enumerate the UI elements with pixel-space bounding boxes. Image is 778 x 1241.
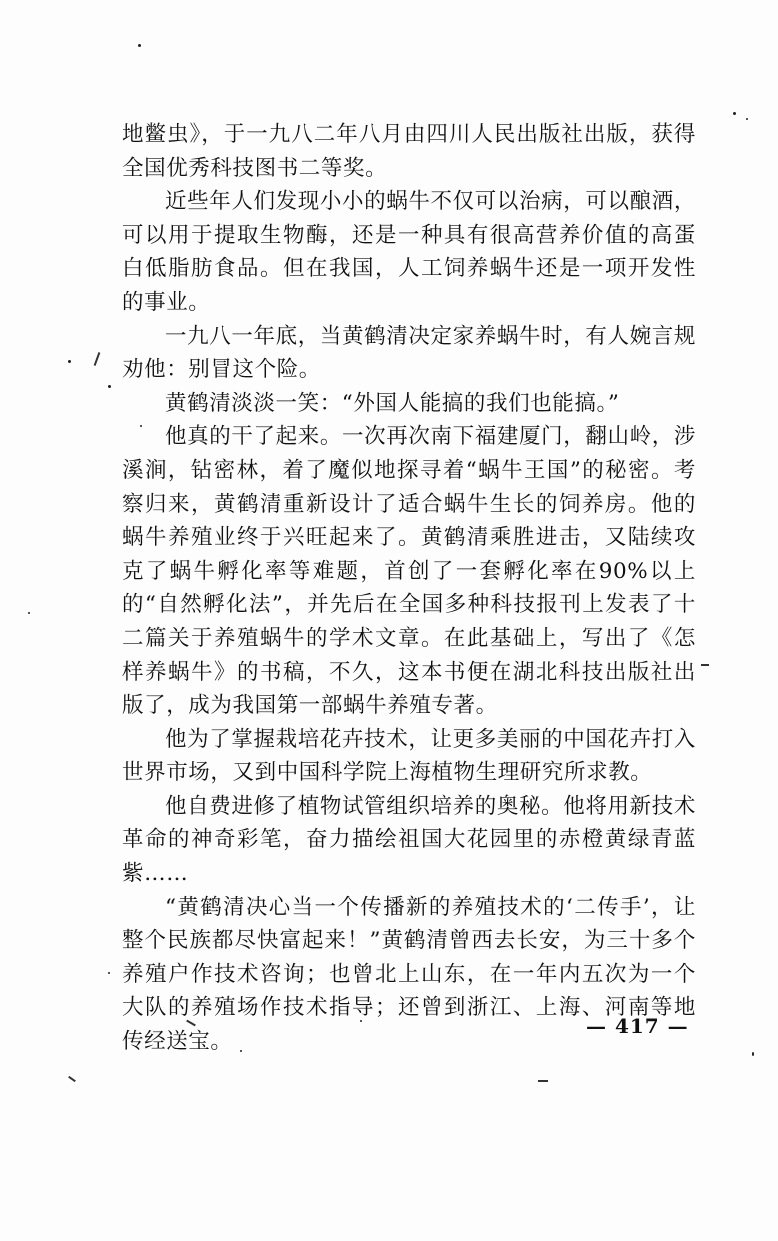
scan-mark: [94, 352, 101, 366]
paragraph-6: 他为了掌握栽培花卉技术，让更多美丽的中国花卉打入世界市场，又到中国科学院上海植物生理研究所求教。: [122, 726, 696, 786]
scan-speck: [68, 360, 71, 363]
scan-speck: [746, 118, 748, 120]
page-number: — 417 —: [586, 1014, 689, 1038]
scan-mark: [538, 1080, 548, 1082]
scan-speck: [28, 612, 30, 614]
paragraph-4: 黄鹤清淡淡一笑：“外国人能搞的我们也能搞。”: [165, 390, 620, 416]
scan-speck: [733, 112, 736, 115]
paragraph-5: 他真的干了起来。一次再次南下福建厦门，翻山岭，涉溪涧，钻密林，着了魔似地探寻着“蜗牛王国”的秘密。考察归来，黄鹤清重新设计了适合蜗牛生长的饲养房。他的蜗牛养殖业终于兴旺起来了。黄鹤清乘胜进击，又陆续攻克了蜗牛孵化率等难题，首创了一套孵化率在90%以上的“自然孵化法”，并先后在全国多种科技报刊上发表了十二篇关于养殖蜗牛的学术文章。在此基础上，写出了《怎样养蜗牛》的书稿，不久，这本书便在湖北科技出版社出版了，成为我国第一部蜗牛养殖专著。: [122, 424, 696, 719]
scan-speck: [138, 44, 141, 47]
scan-speck: [140, 425, 142, 427]
paragraph-7: 他自费进修了植物试管组织培养的奥秘。他将用新技术革命的神奇彩笔，奋力描绘祖国大花园里的赤橙黄绿青蓝紫……: [122, 793, 696, 887]
paragraph-1: 地鳖虫》，于一九八二年八月由四川人民出版社出版，获得全国优秀科技图书二等奖。: [122, 122, 696, 181]
scan-mark: [701, 664, 709, 666]
paragraph-2: 近些年人们发现小小的蜗牛不仅可以治病，可以酿酒，可以用于提取生物酶，还是一种具有很高营养价值的高蛋白低脂肪食品。但在我国，人工饲养蜗牛还是一项开发性的事业。: [122, 189, 696, 315]
paragraph-3: 一九八一年底，当黄鹤清决定家养蜗牛时，有人婉言规劝他：别冒这个险。: [122, 323, 696, 383]
scan-mark: [68, 1076, 76, 1082]
paragraph-8: “黄鹤清决心当一个传播新的养殖技术的‘二传手’，让整个民族都尽快富起来！”黄鹤清曾西去长安，为三十多个养殖户作技术咨询；也曾北上山东，在一年内五次为一个大队的养殖场作技术指导；还曾到浙江、上海、河南等地传经送宝。: [122, 894, 696, 1055]
scan-speck: [108, 972, 110, 974]
scan-speck: [240, 1050, 242, 1052]
scan-speck: [108, 385, 111, 388]
scan-speck: [752, 1052, 754, 1056]
body-text: [122, 118, 696, 1059]
scan-speck: [360, 1020, 362, 1022]
